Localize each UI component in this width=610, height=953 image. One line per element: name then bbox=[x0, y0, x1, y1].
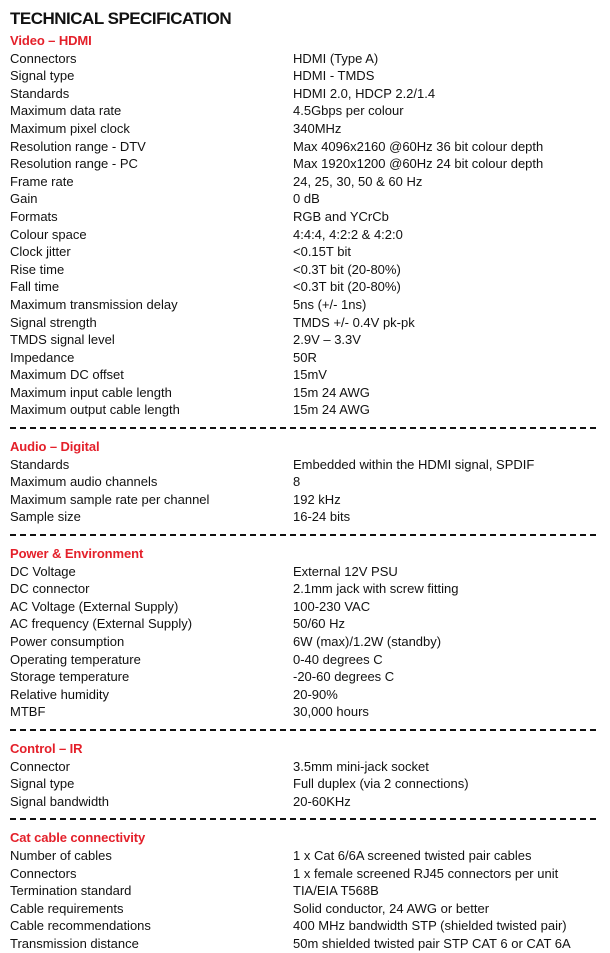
spec-row bbox=[10, 491, 602, 509]
spec-row bbox=[10, 580, 602, 598]
spec-label: Number of cables bbox=[10, 847, 112, 863]
spec-label: Operating temperature bbox=[10, 651, 141, 667]
spec-value: <0.3T bit (20-80%) bbox=[293, 279, 401, 295]
spec-label: Gain bbox=[10, 191, 38, 207]
spec-label: DC Voltage bbox=[10, 563, 76, 579]
spec-label: Maximum sample rate per channel bbox=[10, 491, 210, 507]
spec-value: 6W (max)/1.2W (standby) bbox=[293, 634, 442, 649]
spec-row bbox=[10, 882, 602, 900]
spec-label: Maximum input cable length bbox=[10, 384, 172, 400]
section-divider bbox=[10, 427, 596, 429]
spec-label: DC connector bbox=[10, 581, 90, 597]
spec-row bbox=[10, 900, 602, 918]
spec-label: Connector bbox=[10, 758, 70, 774]
spec-value: Max 4096x2160 @60Hz 36 bit colour depth bbox=[293, 138, 544, 154]
spec-row bbox=[10, 401, 602, 419]
spec-value: 15mV bbox=[293, 367, 327, 383]
spec-section bbox=[10, 438, 602, 526]
spec-value: 2.9V – 3.3V bbox=[293, 332, 361, 348]
spec-document bbox=[10, 8, 602, 953]
spec-row bbox=[10, 508, 602, 526]
spec-label: Termination standard bbox=[10, 883, 132, 899]
spec-row bbox=[10, 793, 602, 811]
spec-value: 400 MHz bandwidth STP (shielded twisted pair) bbox=[293, 918, 567, 934]
spec-value: 50/60 Hz bbox=[293, 616, 346, 632]
section-heading: Cat cable connectivity bbox=[10, 830, 146, 846]
spec-label: Standards bbox=[10, 85, 70, 101]
spec-label: Clock jitter bbox=[10, 244, 71, 260]
spec-row bbox=[10, 102, 602, 120]
spec-value: 15m 24 AWG bbox=[293, 384, 370, 400]
spec-row bbox=[10, 208, 602, 226]
section-divider bbox=[10, 818, 596, 820]
spec-value: Max 1920x1200 @60Hz 24 bit colour depth bbox=[293, 156, 544, 172]
spec-label: TMDS signal level bbox=[10, 332, 115, 348]
spec-label: Transmission distance bbox=[10, 935, 139, 951]
spec-row bbox=[10, 120, 602, 138]
spec-label: AC frequency (External Supply) bbox=[10, 616, 193, 632]
spec-row bbox=[10, 703, 602, 721]
spec-value: 1 x Cat 6/6A screened twisted pair cables bbox=[293, 847, 532, 863]
spec-label: Impedance bbox=[10, 349, 75, 365]
spec-row bbox=[10, 847, 602, 865]
spec-row bbox=[10, 473, 602, 491]
spec-section bbox=[10, 740, 602, 810]
spec-value: Solid conductor, 24 AWG or better bbox=[293, 900, 490, 916]
spec-value: 4.5Gbps per colour bbox=[293, 103, 404, 119]
spec-value: 50m shielded twisted pair STP CAT 6 or CAT 6A bbox=[293, 935, 571, 951]
spec-row bbox=[10, 349, 602, 367]
spec-label: Rise time bbox=[10, 261, 65, 277]
spec-label: Maximum output cable length bbox=[10, 402, 180, 418]
spec-value: 4:4:4, 4:2:2 & 4:2:0 bbox=[293, 226, 403, 242]
spec-value: Full duplex (via 2 connections) bbox=[293, 776, 469, 792]
spec-label: Maximum DC offset bbox=[10, 367, 124, 383]
spec-label: Maximum transmission delay bbox=[10, 296, 178, 312]
spec-label: MTBF bbox=[10, 704, 46, 720]
spec-value: <0.15T bit bbox=[293, 244, 351, 260]
section-divider bbox=[10, 729, 596, 731]
spec-row bbox=[10, 173, 602, 191]
spec-label: Connectors bbox=[10, 50, 77, 66]
spec-row bbox=[10, 456, 602, 474]
spec-label: Resolution range - DTV bbox=[10, 138, 146, 154]
spec-row bbox=[10, 651, 602, 669]
spec-label: Storage temperature bbox=[10, 669, 130, 685]
spec-row bbox=[10, 331, 602, 349]
spec-row bbox=[10, 366, 602, 384]
spec-value: External 12V PSU bbox=[293, 563, 398, 579]
spec-value: RGB and YCrCb bbox=[293, 208, 389, 224]
spec-value: TIA/EIA T568B bbox=[293, 883, 379, 899]
spec-label: Colour space bbox=[10, 226, 87, 242]
spec-row bbox=[10, 278, 602, 296]
spec-label: Relative humidity bbox=[10, 686, 109, 702]
spec-value: 30,000 hours bbox=[293, 704, 369, 720]
spec-row bbox=[10, 563, 602, 581]
spec-row bbox=[10, 865, 602, 883]
spec-row bbox=[10, 686, 602, 704]
spec-label: Connectors bbox=[10, 865, 77, 881]
spec-row bbox=[10, 296, 602, 314]
spec-value: 20-90% bbox=[293, 686, 338, 702]
spec-sections bbox=[10, 32, 602, 953]
spec-label: Cable recommendations bbox=[10, 918, 151, 934]
spec-row bbox=[10, 384, 602, 402]
spec-label: Frame rate bbox=[10, 173, 74, 189]
spec-section bbox=[10, 32, 602, 419]
spec-label: Power consumption bbox=[10, 634, 125, 649]
spec-row bbox=[10, 138, 602, 156]
spec-value: 8 bbox=[293, 474, 301, 490]
spec-label: Maximum pixel clock bbox=[10, 120, 130, 136]
spec-value: 20-60KHz bbox=[293, 793, 351, 809]
section-heading: Audio – Digital bbox=[10, 439, 100, 455]
spec-value: 16-24 bits bbox=[293, 509, 351, 525]
spec-label: Maximum audio channels bbox=[10, 474, 158, 490]
spec-value: HDMI - TMDS bbox=[293, 68, 375, 84]
spec-value: 15m 24 AWG bbox=[293, 402, 370, 418]
spec-label: Sample size bbox=[10, 509, 81, 525]
spec-row bbox=[10, 615, 602, 633]
spec-label: AC Voltage (External Supply) bbox=[10, 598, 179, 614]
spec-label: Resolution range - PC bbox=[10, 156, 138, 172]
section-heading: Power & Environment bbox=[10, 546, 144, 562]
spec-value: Embedded within the HDMI signal, SPDIF bbox=[293, 456, 535, 472]
spec-row bbox=[10, 775, 602, 793]
spec-row bbox=[10, 314, 602, 332]
spec-row bbox=[10, 935, 602, 953]
spec-label: Cable requirements bbox=[10, 900, 124, 916]
spec-row bbox=[10, 50, 602, 68]
section-divider bbox=[10, 534, 596, 536]
spec-row bbox=[10, 243, 602, 261]
spec-label: Signal strength bbox=[10, 314, 97, 330]
spec-label: Formats bbox=[10, 208, 58, 224]
spec-value: 192 kHz bbox=[293, 491, 341, 507]
spec-section bbox=[10, 545, 602, 721]
spec-row bbox=[10, 917, 602, 935]
spec-label: Signal type bbox=[10, 68, 75, 84]
section-heading: Video – HDMI bbox=[10, 33, 92, 48]
spec-value: 340MHz bbox=[293, 120, 342, 136]
spec-value: 0 dB bbox=[293, 191, 320, 207]
spec-value: TMDS +/- 0.4V pk-pk bbox=[293, 314, 415, 330]
spec-value: HDMI (Type A) bbox=[293, 50, 379, 66]
spec-section bbox=[10, 829, 602, 952]
section-heading: Control – IR bbox=[10, 740, 83, 756]
spec-value: <0.3T bit (20-80%) bbox=[293, 261, 401, 277]
spec-value: 1 x female screened RJ45 connectors per unit bbox=[293, 865, 559, 881]
spec-row bbox=[10, 85, 602, 103]
spec-row bbox=[10, 598, 602, 616]
spec-label: Standards bbox=[10, 456, 70, 472]
spec-value: 24, 25, 30, 50 & 60 Hz bbox=[293, 173, 423, 189]
spec-label: Maximum data rate bbox=[10, 103, 122, 119]
spec-row bbox=[10, 190, 602, 208]
spec-row bbox=[10, 226, 602, 244]
spec-value: 2.1mm jack with screw fitting bbox=[293, 581, 459, 597]
spec-value: -20-60 degrees C bbox=[293, 669, 395, 685]
spec-value: 0-40 degrees C bbox=[293, 651, 383, 667]
spec-row bbox=[10, 67, 602, 85]
spec-label: Signal type bbox=[10, 776, 75, 792]
spec-row bbox=[10, 155, 602, 173]
spec-label: Fall time bbox=[10, 279, 60, 295]
spec-value: 100-230 VAC bbox=[293, 598, 371, 614]
spec-row bbox=[10, 668, 602, 686]
spec-value: 3.5mm mini-jack socket bbox=[293, 758, 429, 774]
spec-value: HDMI 2.0, HDCP 2.2/1.4 bbox=[293, 85, 436, 101]
spec-row bbox=[10, 261, 602, 279]
spec-label: Signal bandwidth bbox=[10, 793, 110, 809]
spec-value: 50R bbox=[293, 349, 317, 365]
spec-value: 5ns (+/- 1ns) bbox=[293, 296, 367, 312]
spec-row bbox=[10, 758, 602, 776]
page-title: TECHNICAL SPECIFICATION bbox=[10, 9, 232, 28]
spec-row bbox=[10, 633, 602, 651]
